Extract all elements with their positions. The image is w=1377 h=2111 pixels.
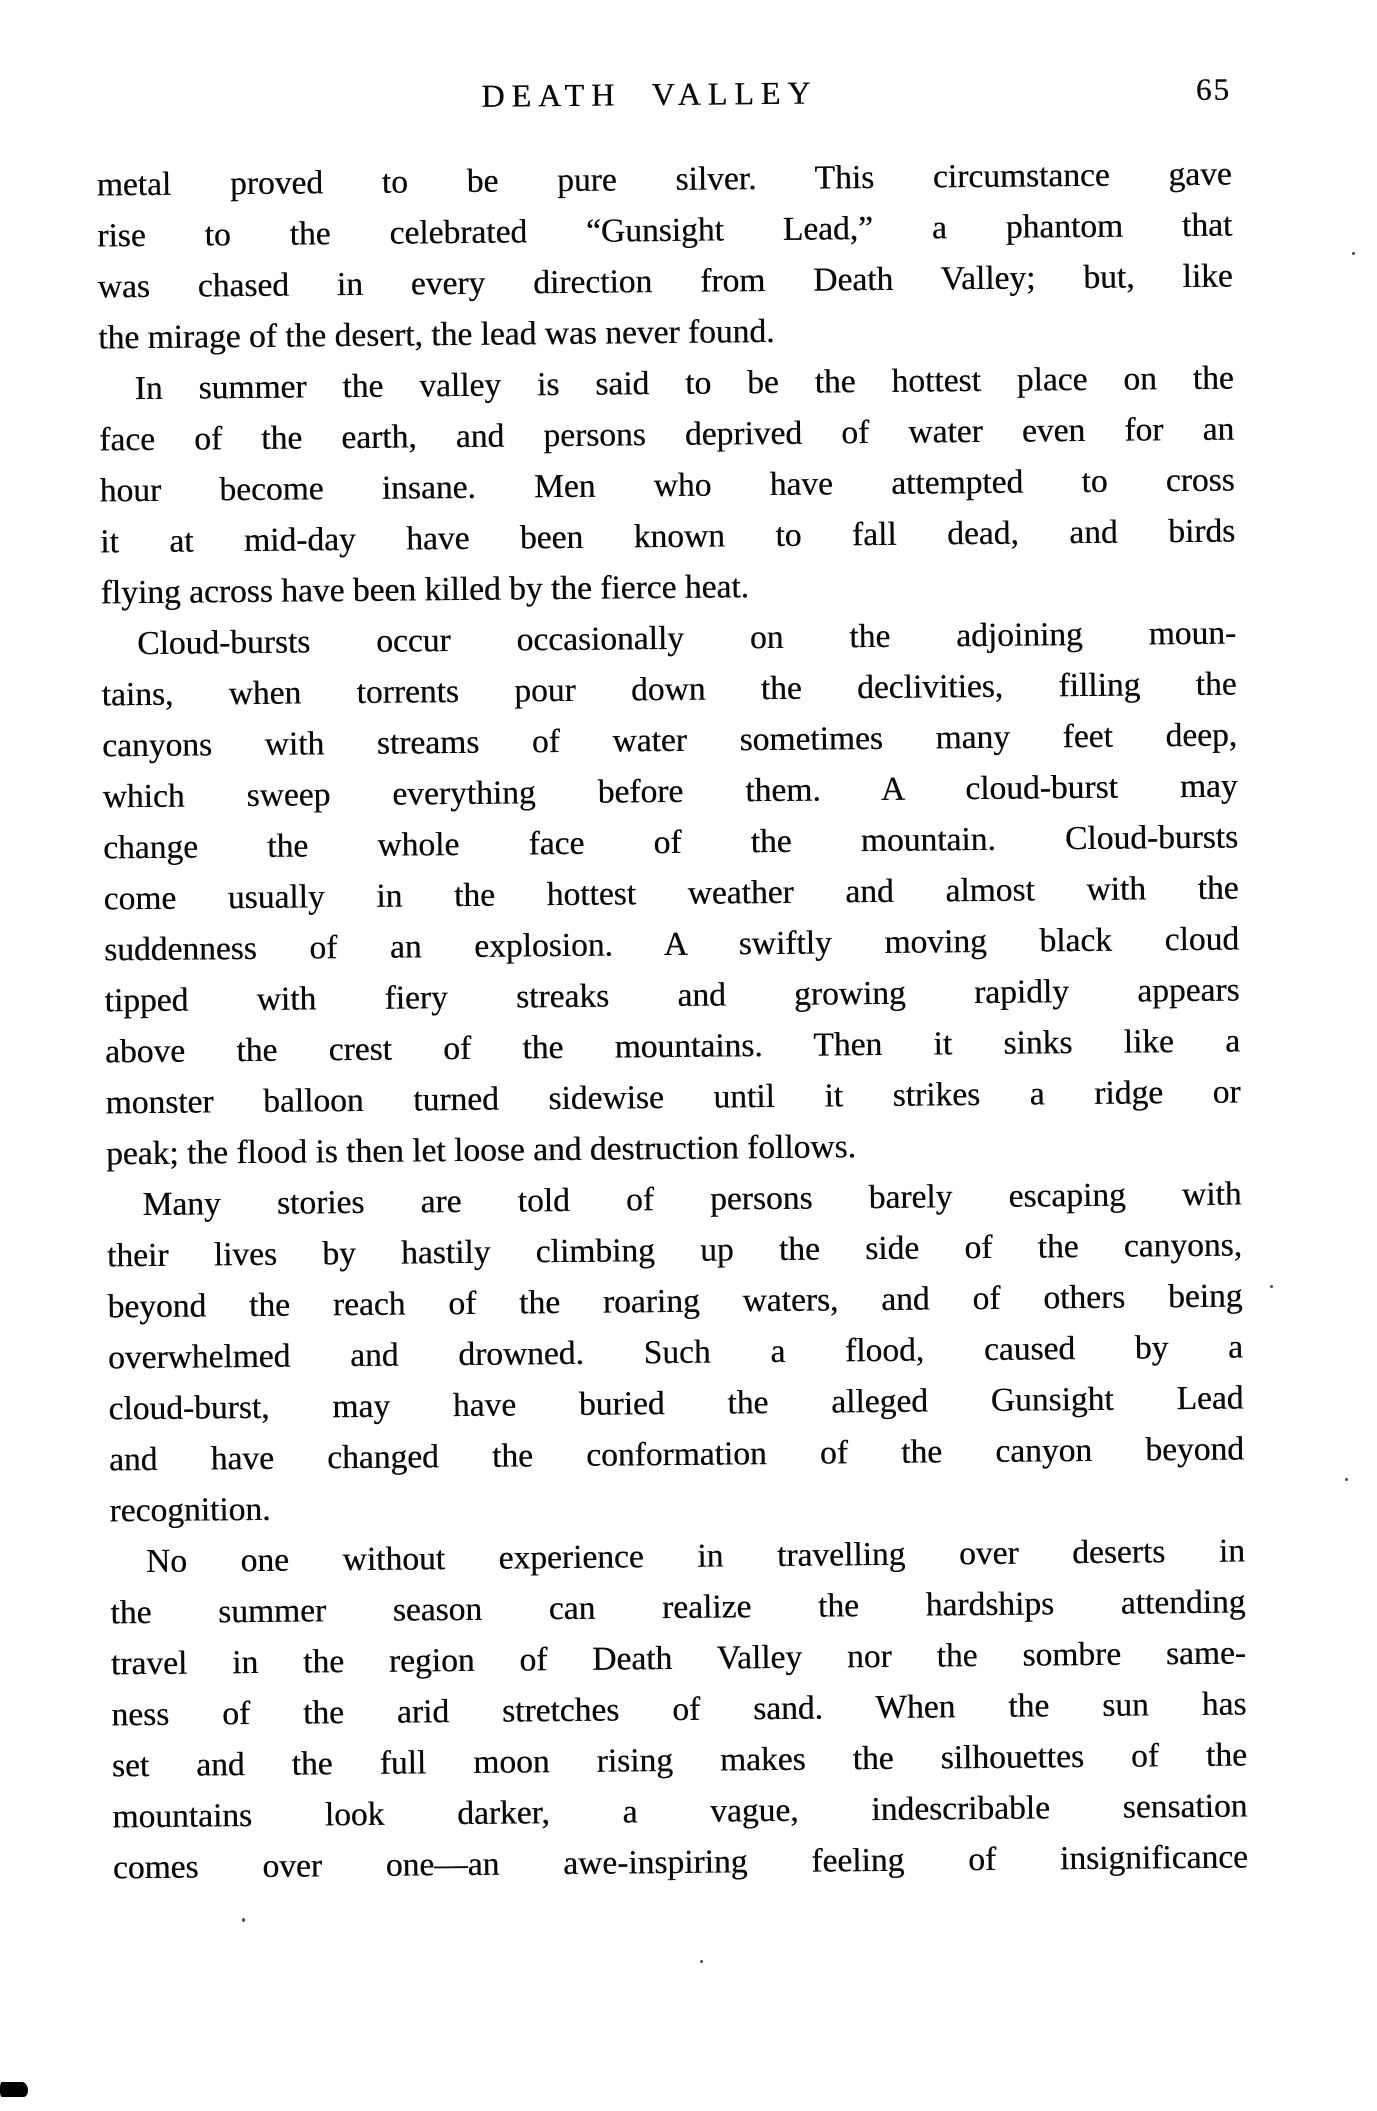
text-line: canyons with streams of water sometimes many feet deep, xyxy=(101,716,1238,765)
text-line: Many stories are told of persons barely escaping with xyxy=(142,1175,1242,1224)
text-line: the mirage of the desert, the lead was never found. xyxy=(98,312,775,357)
text-line: hour become insane. Men who have attempted to cross xyxy=(99,461,1235,510)
paragraph xyxy=(98,353,1235,619)
text-line: In summer the valley is said to be the hottest place on the xyxy=(134,359,1234,408)
text-line: tains, when torrents pour down the declivities, filling the xyxy=(101,665,1237,714)
text-line: ness of the arid stretches of sand. When the sun has xyxy=(111,1685,1247,1734)
text-line: travel in the region of Death Valley nor the sombre same- xyxy=(110,1634,1247,1683)
body-text xyxy=(97,149,1249,1894)
paragraph xyxy=(97,149,1234,364)
text-line: above the crest of the mountains. Then it sinks like a xyxy=(104,1022,1241,1071)
text-line: rise to the celebrated “Gunsight Lead,” a phantom that xyxy=(97,206,1233,255)
text-line: it at mid-day have been known to fall dead, and birds xyxy=(99,512,1236,561)
text-line: set and the full moon rising makes the silhouettes of the xyxy=(111,1736,1248,1785)
text-line: peak; the flood is then let loose and destruction follows. xyxy=(105,1128,857,1173)
scan-speck xyxy=(242,1918,245,1922)
text-line: comes over one—an awe-inspiring feeling of insignificance xyxy=(112,1838,1249,1887)
text-line: No one without experience in travelling over deserts in xyxy=(145,1532,1246,1581)
scan-speck xyxy=(1352,252,1355,255)
text-line: recognition. xyxy=(109,1490,271,1530)
text-line: flying across have been killed by the fierce heat. xyxy=(100,568,750,612)
text-line: monster balloon turned sidewise until it strikes a ridge or xyxy=(105,1073,1241,1122)
page-number: 65 xyxy=(1195,71,1232,107)
text-line: suddenness of an explosion. A swiftly moving black cloud xyxy=(103,920,1240,969)
text-line: tipped with fiery streaks and growing rapidly appears xyxy=(104,971,1240,1020)
text-line: which sweep everything before them. A cloud-burst may xyxy=(102,767,1238,816)
paragraph xyxy=(106,1168,1244,1536)
text-line: overwhelmed and drowned. Such a flood, caused by a xyxy=(107,1328,1244,1377)
paragraph xyxy=(110,1525,1248,1893)
text-line: was chased in every direction from Death Valley; but, like xyxy=(97,257,1233,306)
paragraph xyxy=(101,608,1241,1180)
running-header xyxy=(96,69,1231,120)
text-line: face of the earth, and persons deprived of water even for an xyxy=(99,410,1235,459)
scan-speck xyxy=(1270,1285,1273,1288)
text-line: Cloud-bursts occur occasionally on the adjoining moun- xyxy=(136,614,1237,663)
text-line: their lives by hastily climbing up the side of the canyons, xyxy=(106,1226,1243,1275)
text-line: mountains look darker, a vague, indescribable sensation xyxy=(112,1787,1248,1836)
text-line: and have changed the conformation of the canyon beyond xyxy=(108,1430,1245,1479)
text-line: come usually in the hottest weather and almost with the xyxy=(103,869,1239,918)
scan-speck xyxy=(1345,1478,1348,1481)
running-header-title: DEATH VALLEY xyxy=(481,74,818,114)
text-line: the summer season can realize the hardships attending xyxy=(110,1583,1246,1632)
text-line: change the whole face of the mountain. Cloud-bursts xyxy=(102,818,1239,867)
ink-smudge xyxy=(0,2082,28,2097)
text-line: cloud-burst, may have buried the alleged Gunsight Lead xyxy=(108,1379,1244,1428)
text-line: beyond the reach of the roaring waters, and of others being xyxy=(107,1277,1243,1326)
scan-speck xyxy=(700,1960,703,1963)
page-content xyxy=(95,0,1248,1893)
text-line: metal proved to be pure silver. This circumstance gave xyxy=(96,155,1232,204)
